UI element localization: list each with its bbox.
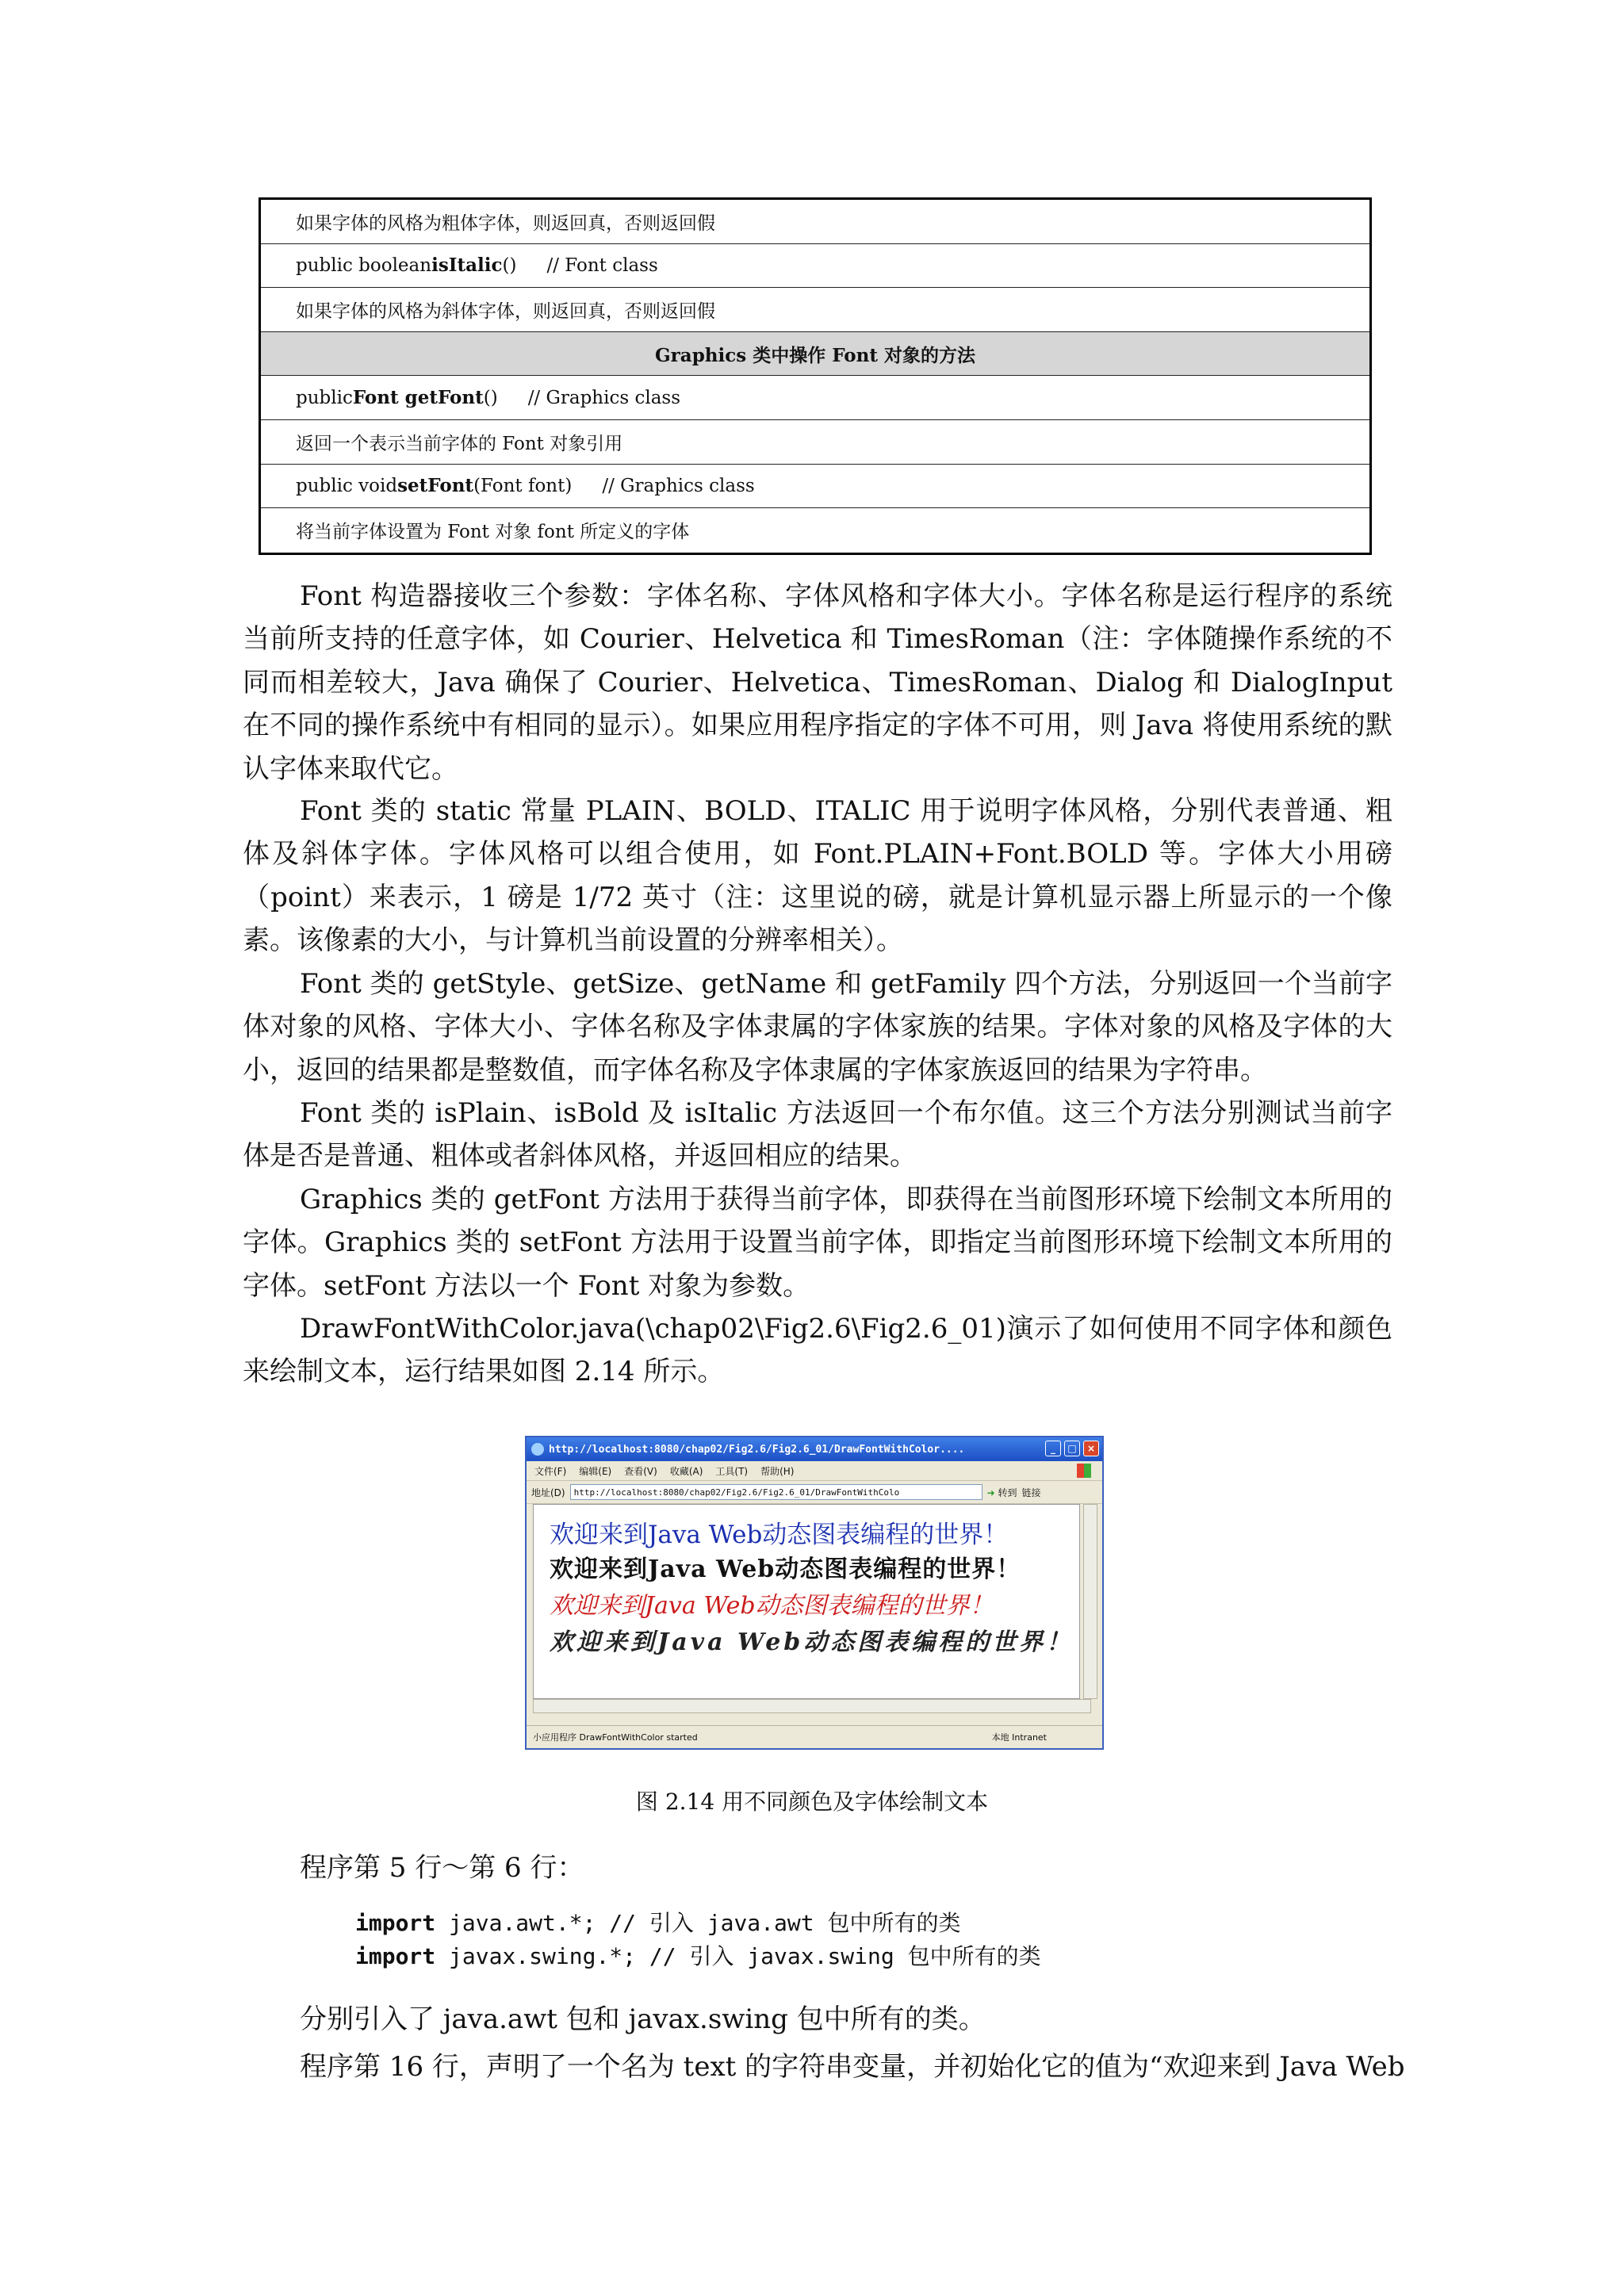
windows-logo-icon	[1077, 1464, 1091, 1478]
vertical-scrollbar[interactable]	[1083, 1504, 1097, 1699]
paragraph: 分别引入了 java.awt 包和 javax.swing 包中所有的类。	[300, 2003, 986, 2035]
window-titlebar	[527, 1437, 1102, 1461]
applet-content-area	[533, 1504, 1080, 1699]
browser-window-figure	[525, 1436, 1104, 1750]
method-name: Font getFont	[352, 387, 484, 409]
figure-caption: 图 2.14 用不同颜色及字体绘制文本	[635, 1789, 989, 1815]
signature-suffix: ()	[483, 387, 498, 408]
maximize-icon[interactable]: □	[1064, 1441, 1080, 1456]
font-sample-bold-black: 欢迎来到Java Web动态图表编程的世界！	[550, 1556, 1021, 1583]
table-row	[261, 508, 1369, 553]
method-name: setFont	[397, 475, 474, 497]
paragraph: Font 类的 static 常量 PLAIN、BOLD、ITALIC 用于说明字体风格，分别代表普通、粗体及斜体字体。字体风格可以组合使用，如 Font.PLAIN+Font.BOLD 等。字体大小用磅（point）来表示，1 磅是 1/72 英寸（注：这里说的磅，就是计算机显示器上所显示的一个像素。该像素的大小，与计算机当前设置的分辨率相关）。	[243, 795, 1392, 957]
row-text: 如果字体的风格为粗体字体，则返回真，否则返回假	[296, 212, 715, 234]
table-row	[261, 376, 1369, 420]
address-label: 地址(D)	[531, 1487, 565, 1498]
method-name: isItalic	[431, 254, 503, 277]
menu-bar	[527, 1461, 1102, 1481]
code-text: java.awt.*; // 引入 java.awt	[435, 1910, 828, 1936]
go-label: 转到	[998, 1487, 1017, 1498]
signature-comment: // Font class	[546, 254, 658, 276]
go-button[interactable]	[987, 1486, 1017, 1499]
font-sample-plain-blue: 欢迎来到Java Web动态图表编程的世界！	[550, 1521, 1009, 1549]
signature-prefix: public	[296, 387, 353, 408]
paragraph: Font 类的 isPlain、isBold 及 isItalic 方法返回一个布尔值。这三个方法分别测试当前字体是否是普通、粗体或者斜体风格，并返回相应的结果。	[243, 1097, 1392, 1173]
window-title: http://localhost:8080/chap02/Fig2.6/Fig2.6_01/DrawFontWithColor....	[549, 1443, 965, 1456]
go-arrow-icon: ➜	[986, 1487, 995, 1498]
font-sample-italic-red: 欢迎来到Java Web动态图表编程的世界！	[550, 1592, 994, 1620]
table-row	[261, 244, 1369, 289]
status-bar	[527, 1725, 1102, 1748]
ie-icon	[531, 1443, 544, 1456]
paragraph: 程序第 16 行，声明了一个名为 text 的字符串变量，并初始化它的值为“欢迎来到 Java Web	[300, 2051, 1405, 2083]
menu-tools[interactable]: 工具(T)	[715, 1465, 749, 1477]
row-text: Graphics 类中操作 Font 对象的方法	[655, 344, 975, 366]
signature-prefix: public void	[296, 475, 398, 496]
table-row	[261, 200, 1369, 244]
signature-comment: // Graphics class	[527, 387, 681, 408]
close-icon[interactable]: ×	[1083, 1441, 1099, 1456]
signature-comment: // Graphics class	[602, 475, 755, 496]
program-lines-heading: 程序第 5 行～第 6 行：	[300, 1852, 584, 1884]
signature-prefix: public boolean	[296, 254, 432, 276]
row-text: 返回一个表示当前字体的 Font 对象引用	[296, 433, 623, 454]
code-line	[355, 1907, 960, 1940]
horizontal-scrollbar[interactable]	[533, 1699, 1091, 1713]
code-comment-cn: 包中所有的类	[907, 1943, 1041, 1969]
paragraph: Font 构造器接收三个参数：字体名称、字体风格和字体大小。字体名称是运行程序的系统当前所支持的任意字体，如 Courier、Helvetica 和 TimesRoman（注：字体随操作系统的不同而相差较大，Java 确保了 Courier、Helvetica、TimesRoman、Dialog 和 DialogInput 在不同的操作系统中有相同的显示）。如果应用程序指定的字体不可用，则 Java 将使用系统的默认字体来取代它。	[243, 580, 1392, 785]
row-text: 将当前字体设置为 Font 对象 font 所定义的字体	[296, 522, 690, 543]
api-method-table	[259, 197, 1372, 555]
code-line	[355, 1940, 1041, 1973]
address-input[interactable]: http://localhost:8080/chap02/Fig2.6/Fig2.6_01/DrawFontWithColo	[570, 1484, 982, 1500]
table-section-header	[261, 332, 1369, 377]
status-text: 小应用程序 DrawFontWithColor started	[533, 1732, 698, 1743]
paragraph: DrawFontWithColor.java(\chap02\Fig2.6\Fig2.6_01)演示了如何使用不同字体和颜色来绘制文本，运行结果如图 2.14 所示。	[243, 1313, 1392, 1388]
table-row	[261, 465, 1369, 509]
signature-suffix: ()	[502, 254, 517, 276]
row-text: 如果字体的风格为斜体字体，则返回真，否则返回假	[296, 300, 715, 322]
paragraph: Graphics 类的 getFont 方法用于获得当前字体，即获得在当前图形环境下绘制文本所用的字体。Graphics 类的 setFont 方法用于设置当前字体，即指定当前图形环境下绘制文本所用的字体。setFont 方法以一个 Font 对象为参数。	[243, 1184, 1392, 1302]
links-button[interactable]: 链接	[1021, 1487, 1041, 1498]
code-text: javax.swing.*; // 引入 javax.swing	[435, 1943, 908, 1969]
minimize-icon[interactable]: _	[1045, 1441, 1061, 1456]
menu-edit[interactable]: 编辑(E)	[579, 1465, 612, 1477]
menu-favorites[interactable]: 收藏(A)	[669, 1465, 703, 1477]
code-keyword: import	[355, 1910, 436, 1936]
code-comment-cn: 包中所有的类	[827, 1910, 961, 1936]
table-row	[261, 288, 1369, 332]
menu-view[interactable]: 查看(V)	[624, 1465, 657, 1477]
menu-file[interactable]: 文件(F)	[534, 1465, 567, 1477]
table-row	[261, 420, 1369, 465]
zone-indicator: 本地 Intranet	[991, 1732, 1047, 1743]
menu-help[interactable]: 帮助(H)	[760, 1465, 795, 1477]
paragraph: Font 类的 getStyle、getSize、getName 和 getFamily 四个方法，分别返回一个当前字体对象的风格、字体大小、字体名称及字体隶属的字体家族的结果。字体对象的风格及字体的大小，返回的结果都是整数值，而字体名称及字体隶属的字体家族返回的结果为字符串。	[243, 968, 1392, 1086]
code-keyword: import	[355, 1943, 436, 1969]
address-bar	[527, 1481, 1102, 1504]
font-sample-bolditalic-black: 欢迎来到Java Web动态图表编程的世界！	[550, 1628, 1074, 1656]
signature-suffix: (Font font)	[473, 475, 573, 496]
